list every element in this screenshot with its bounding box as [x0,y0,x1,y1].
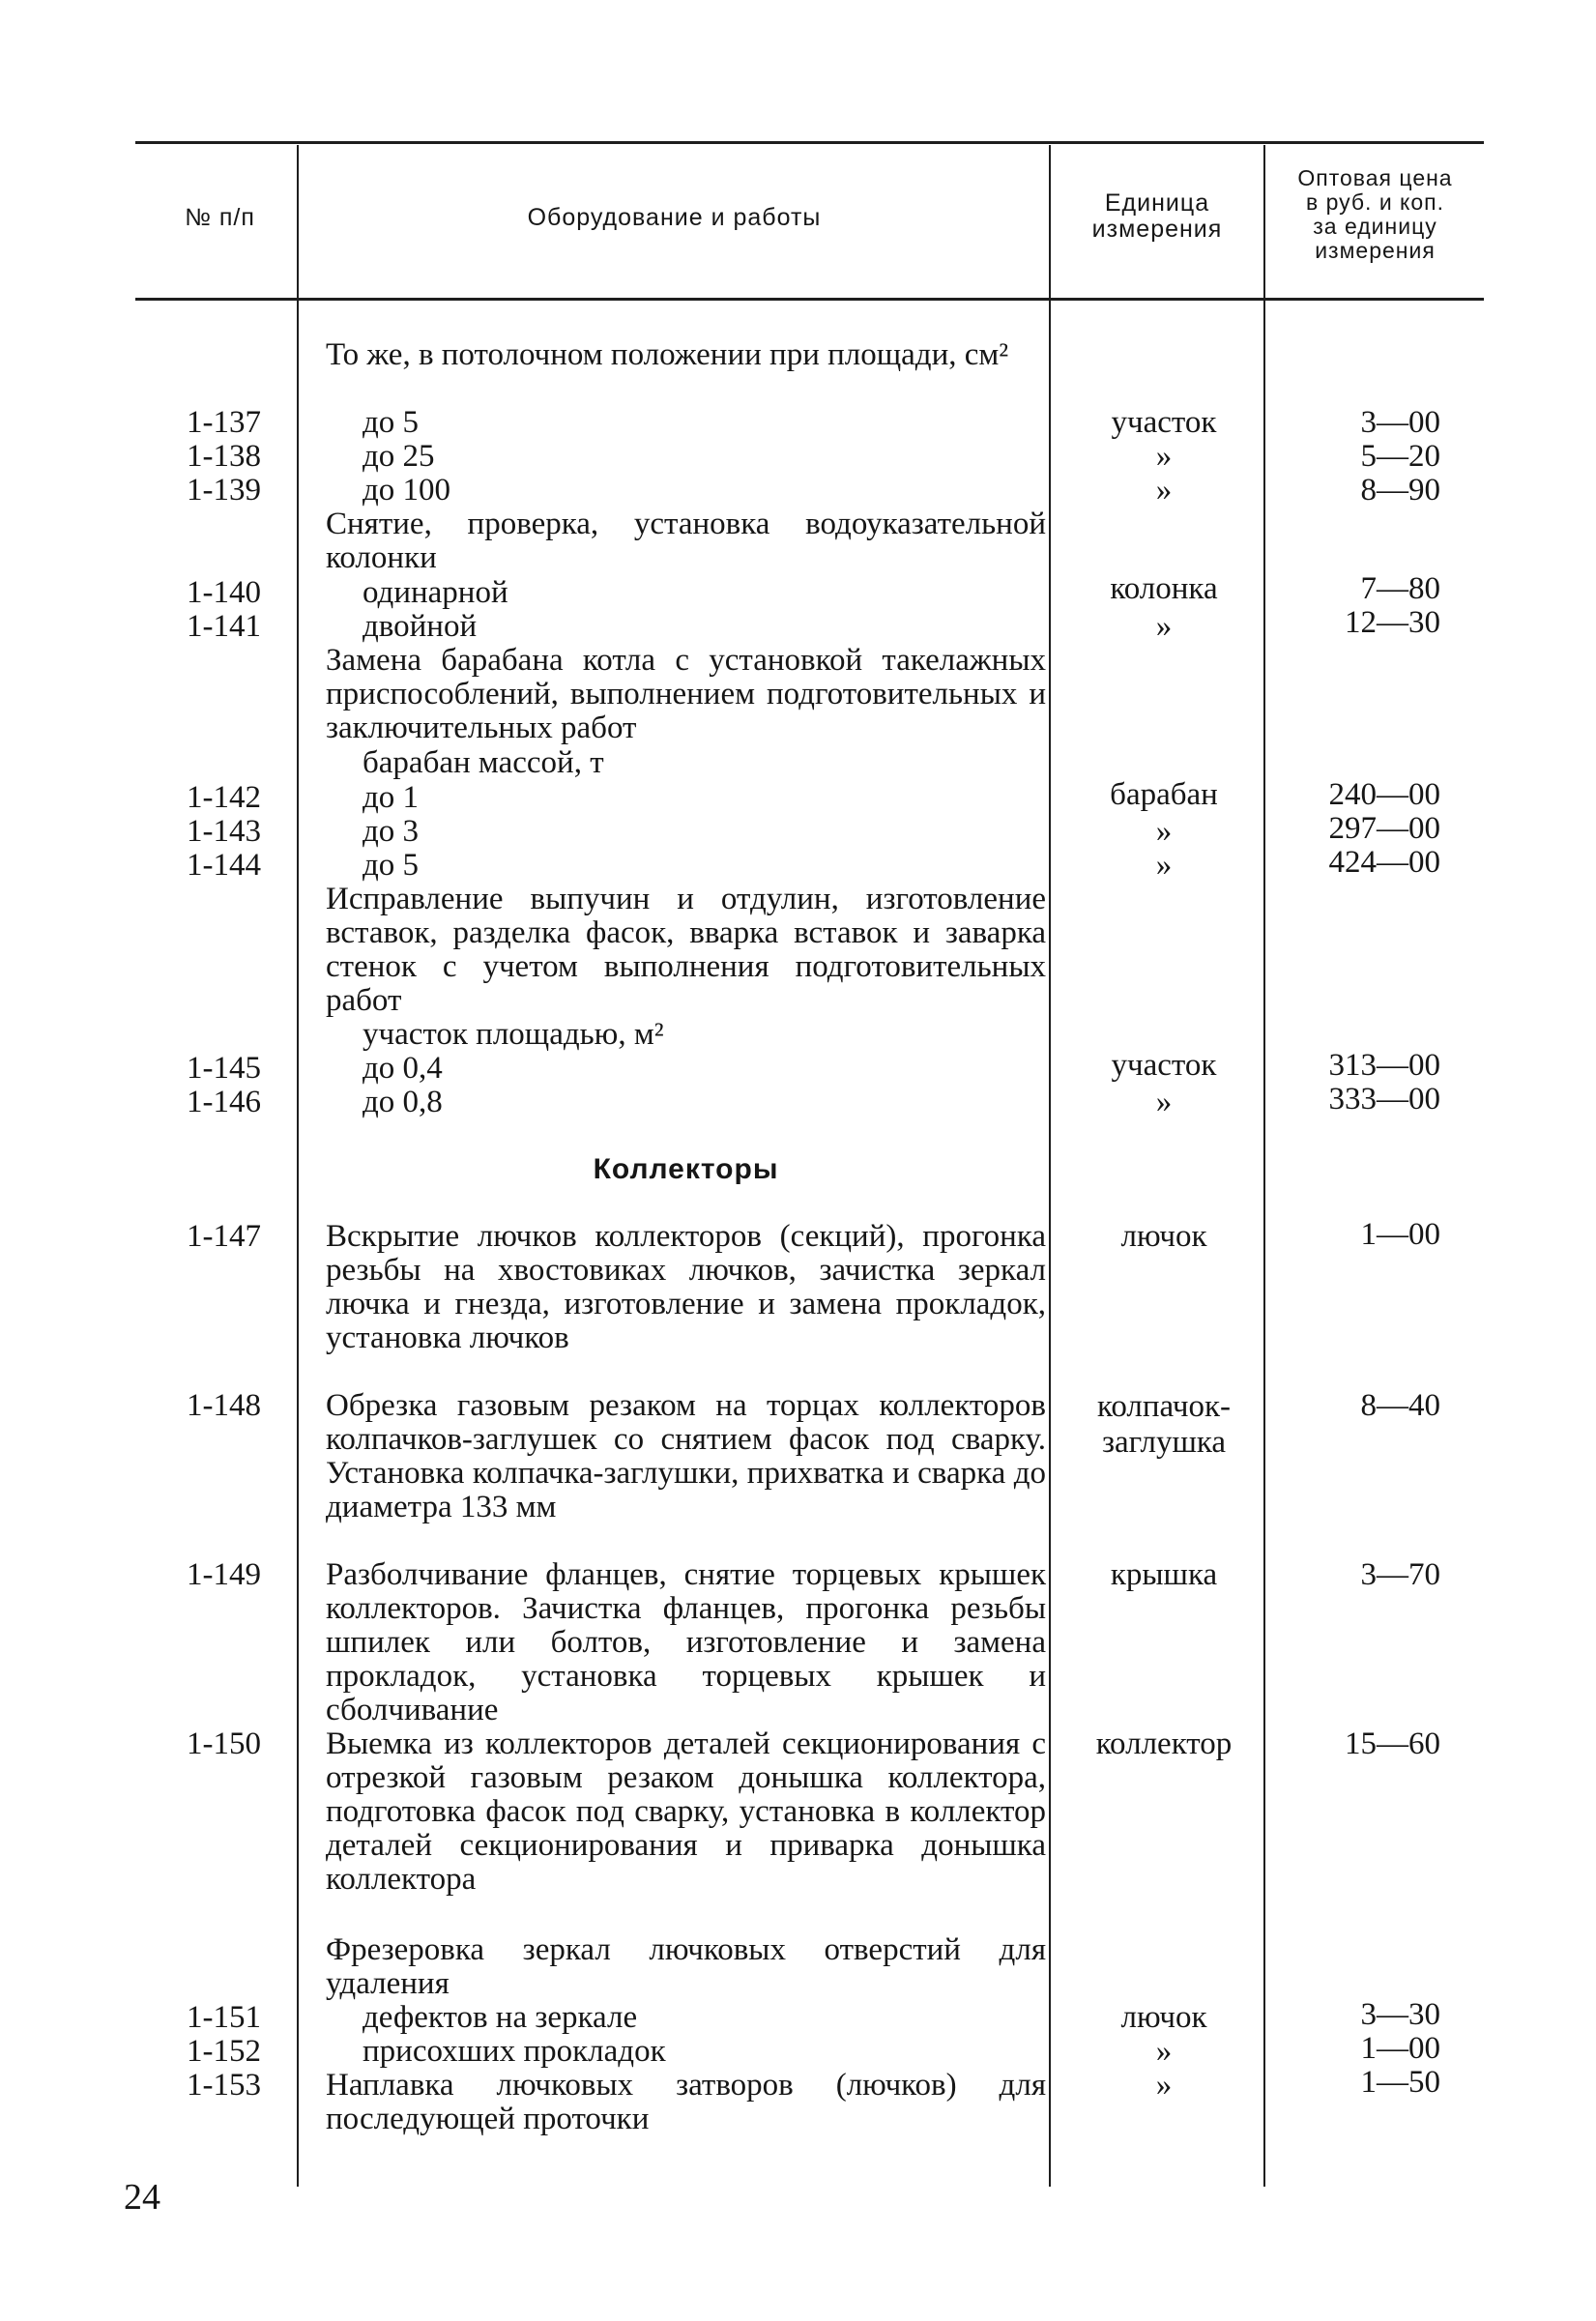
row-price: 240—00 [1328,777,1440,812]
header-col-price: Оптовая цена в руб. и коп. за единицу измерения [1297,165,1453,263]
header-col-work: Оборудование и работы [527,204,822,231]
row-unit: лючок [1120,1219,1207,1254]
row-price: 7—80 [1360,571,1440,606]
column-divider-2 [1049,145,1051,2187]
row-price: 8—90 [1360,473,1440,508]
row-text: Обрезка газовым резаком на торцах коллекторов колпачков-заглушек со снятием фасок под сварку. Установка колпачка-заглушки, прихватка и сварка до диаметра 133 мм [326,1388,1046,1524]
row-number: 1-151 [187,2000,261,2035]
row-unit: крышка [1110,1557,1218,1592]
row-text: двойной [363,609,478,644]
row-unit: » [1155,2068,1173,2103]
row-text: барабан массой, т [363,745,604,780]
row-price: 297—00 [1328,811,1440,846]
row-price: 313—00 [1328,1048,1440,1083]
row-text: до 25 [363,439,435,474]
row-text: присохших прокладок [363,2034,666,2069]
row-text: до 0,4 [363,1051,443,1086]
row-text: одинарной [363,575,508,610]
row-text: Снятие, проверка, установка водоуказательной колонки [326,507,1046,575]
row-unit: » [1155,609,1173,644]
row-unit: » [1155,1085,1173,1119]
row-price: 1—50 [1360,2065,1440,2100]
row-unit: участок [1111,405,1217,440]
row-text: Разболчивание фланцев, снятие торцевых крышек коллекторов. Зачистка фланцев, прогонка резьбы шпилек или болтов, изготовление и замена прокладок, установка торцевых крышек и сболчивание [326,1557,1046,1727]
row-text: участок площадью, м² [363,1017,664,1052]
row-unit: » [1155,2034,1173,2069]
header-col-number: № п/п [185,204,255,231]
row-text: Исправление выпучин и отдулин, изготовление вставок, разделка фасок, вварка вставок и заварка стенок с учетом выполнения подготовительных работ [326,882,1046,1018]
row-price: 333—00 [1328,1082,1440,1117]
row-text: до 5 [363,848,420,883]
row-number: 1-144 [187,848,261,883]
row-number: 1-147 [187,1219,261,1254]
row-number: 1-139 [187,473,261,508]
row-price: 1—00 [1360,1217,1440,1252]
row-number: 1-142 [187,780,261,815]
row-text: Наплавка лючковых затворов (лючков) для последующей проточки [326,2068,1046,2136]
row-unit: » [1155,473,1173,508]
row-number: 1-152 [187,2034,261,2069]
row-text: до 3 [363,814,420,849]
row-number: 1-153 [187,2068,261,2103]
row-number: 1-148 [187,1388,261,1423]
row-unit: » [1155,439,1173,474]
row-price: 1—00 [1360,2031,1440,2066]
row-text: до 1 [363,780,420,815]
row-number: 1-150 [187,1726,261,1761]
row-unit: коллектор [1095,1726,1233,1761]
row-number: 1-138 [187,439,261,474]
row-price: 3—00 [1360,405,1440,440]
row-unit: колонка [1110,571,1218,606]
row-text: Выемка из коллекторов деталей секционирования с отрезкой газовым резаком донышка коллектора, подготовка фасок под сварку, установка в коллектор деталей секционирования и приварка донышка коллектора [326,1726,1046,1897]
row-text: То же, в потолочном положении при площади, см² [326,337,1009,372]
column-divider-1 [297,145,299,2187]
row-unit: барабан [1110,777,1218,812]
row-unit: лючок [1120,2000,1207,2035]
row-text: до 0,8 [363,1085,443,1119]
header-bottom-rule [135,298,1484,301]
row-price: 3—30 [1360,1997,1440,2032]
row-number: 1-140 [187,575,261,610]
row-text: Замена барабана котла с установкой такелажных приспособлений, выполнением подготовительных и заключительных работ [326,643,1046,745]
page-number: 24 [124,2177,160,2218]
row-text: до 100 [363,473,451,508]
row-unit: колпачок- заглушка [1097,1389,1231,1460]
row-price: 424—00 [1328,845,1440,880]
row-text: дефектов на зеркале [363,2000,638,2035]
row-text: Вскрытие лючков коллекторов (секций), прогонка резьбы на хвостовиках лючков, зачистка зеркал лючка и гнезда, изготовление и замена прокладок, установка лючков [326,1219,1046,1355]
section-title: Коллекторы [593,1153,779,1185]
row-price: 3—70 [1360,1557,1440,1592]
table-top-rule [135,141,1484,144]
row-unit: » [1155,814,1173,849]
row-price: 12—30 [1345,605,1440,640]
row-number: 1-146 [187,1085,261,1119]
row-number: 1-149 [187,1557,261,1592]
row-text: до 5 [363,405,420,440]
row-number: 1-145 [187,1051,261,1086]
row-number: 1-141 [187,609,261,644]
row-unit: участок [1111,1048,1217,1083]
row-number: 1-137 [187,405,261,440]
row-price: 5—20 [1360,439,1440,474]
row-text: Фрезеровка зеркал лючковых отверстий для удаления [326,1932,1046,2001]
row-unit: » [1155,848,1173,883]
row-price: 8—40 [1360,1388,1440,1423]
header-col-unit: Единица измерения [1091,189,1223,243]
row-number: 1-143 [187,814,261,849]
row-price: 15—60 [1345,1726,1440,1761]
